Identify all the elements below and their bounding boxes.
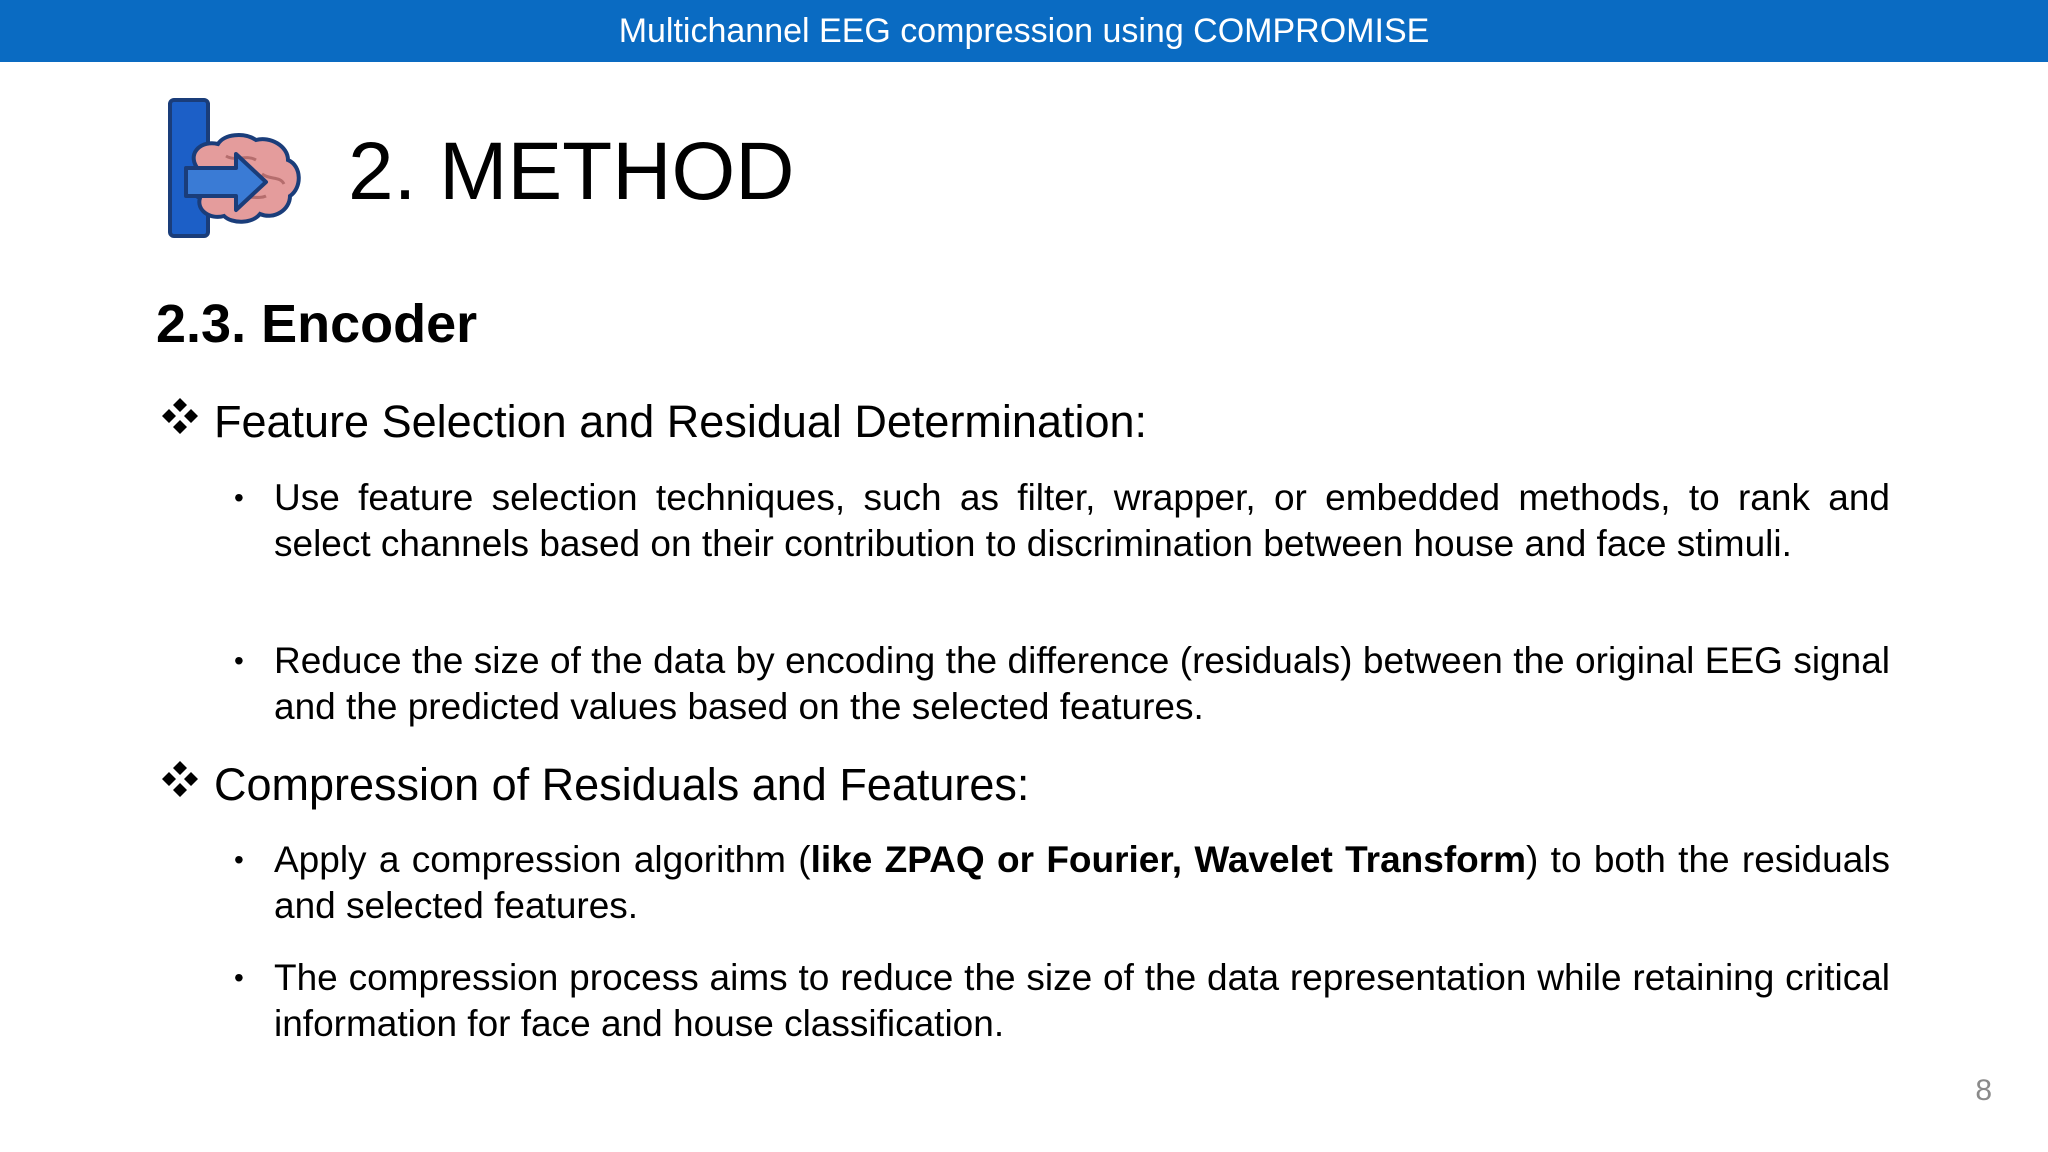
bullet-dot-icon: • xyxy=(234,482,244,513)
list-item-heading xyxy=(160,757,1029,813)
bullet-dot-icon: • xyxy=(234,844,244,875)
section-heading: 2.3. Encoder xyxy=(156,294,478,354)
header-bar xyxy=(0,0,2048,62)
list-item xyxy=(232,475,1890,567)
list-item-heading xyxy=(160,394,1147,450)
bullet-dot-icon: • xyxy=(234,645,244,676)
list-item xyxy=(232,837,1890,929)
list-item-heading-text: Feature Selection and Residual Determination: xyxy=(214,396,1148,447)
bullet-dot-icon: • xyxy=(234,962,244,993)
list-item-text: The compression process aims to reduce the size of the data representation while retaining critical information for face and house classification. xyxy=(274,957,1890,1044)
page-number: 8 xyxy=(1975,1074,1992,1107)
four-diamond-bullet-icon xyxy=(160,396,200,436)
list-item xyxy=(232,638,1890,730)
list-item-text: Use feature selection techniques, such as filter, wrapper, or embedded methods, to rank and select channels based on their contribution to discrimination between house and face stimuli. xyxy=(274,477,1890,564)
list-item xyxy=(232,955,1890,1047)
four-diamond-bullet-icon xyxy=(160,759,200,799)
list-item-text: Apply a compression algorithm (like ZPAQ or Fourier, Wavelet Transform) to both the residuals and selected features. xyxy=(274,839,1890,926)
header-title: Multichannel EEG compression using COMPROMISE xyxy=(618,12,1430,50)
brain-arrow-logo-icon xyxy=(166,96,310,240)
list-item-text: Reduce the size of the data by encoding the difference (residuals) between the original EEG signal and the predicted values based on the selected features. xyxy=(274,640,1890,727)
list-item-heading-text: Compression of Residuals and Features: xyxy=(214,759,1030,810)
page-title: 2. METHOD xyxy=(348,126,795,217)
